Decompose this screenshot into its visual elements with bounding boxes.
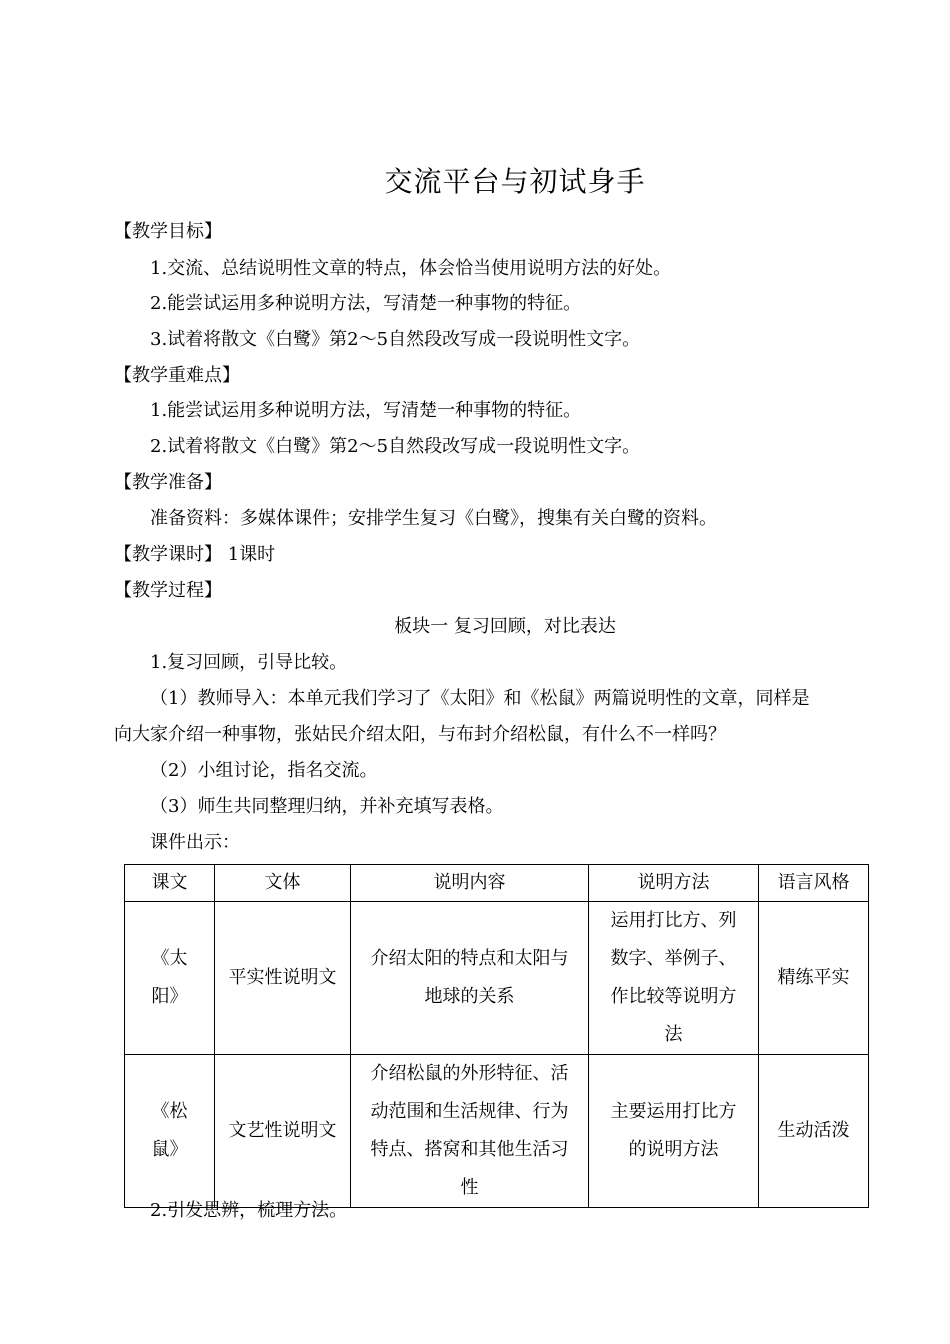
cell-line: 鼠》: [151, 1139, 188, 1160]
cell-line: 主要运用打比方: [610, 1101, 737, 1122]
hours-value: 1课时: [222, 544, 276, 565]
cell-line: 运用打比方、列: [610, 910, 737, 931]
text-cell: [125, 1055, 215, 1208]
style-cell: 生动活泼: [759, 1055, 869, 1208]
cell-line: 介绍太阳的特点和太阳与: [370, 948, 569, 969]
text-cell: [125, 902, 215, 1055]
step-1: 1.复习回顾，引导比较。: [150, 652, 348, 673]
goal-item-1: 1.交流、总结说明性文章的特点，体会恰当使用说明方法的好处。: [150, 258, 672, 279]
step-2: 2.引发思辨，梳理方法。: [150, 1200, 348, 1221]
method-cell: [589, 1055, 759, 1208]
table-header-row: [125, 865, 869, 902]
cell-line: 动范围和生活规律、行为: [370, 1101, 569, 1122]
cell-line: 阳》: [151, 986, 188, 1007]
prep-text: 准备资料：多媒体课件；安排学生复习《白鹭》，搜集有关白鹭的资料。: [150, 508, 717, 529]
goal-item-2: 2.能尝试运用多种说明方法，写清楚一种事物的特征。: [150, 293, 582, 314]
header-cell: 说明方法: [589, 865, 759, 902]
cell-line: 的说明方法: [628, 1139, 719, 1160]
style-cell: 精练平实: [759, 902, 869, 1055]
table-row: [125, 1055, 869, 1208]
hours-heading: 【教学课时】: [114, 544, 222, 565]
method-cell: [589, 902, 759, 1055]
cell-line: 介绍松鼠的外形特征、活: [370, 1063, 569, 1084]
header-cell: 语言风格: [759, 865, 869, 902]
header-cell: 课文: [125, 865, 215, 902]
step-1-1-line-a: （1）教师导入：本单元我们学习了《太阳》和《松鼠》两篇说明性的文章，同样是: [150, 688, 810, 709]
cell-line: 性: [460, 1177, 479, 1198]
cell-line: 《松: [151, 1101, 188, 1122]
cell-line: 《太: [151, 948, 188, 969]
cell-line: 法: [664, 1024, 683, 1045]
courseware-label: 课件出示：: [150, 832, 240, 853]
key-point-2: 2.试着将散文《白鹭》第2～5自然段改写成一段说明性文字。: [150, 436, 641, 457]
hours-line: [114, 542, 275, 568]
goal-item-3: 3.试着将散文《白鹭》第2～5自然段改写成一段说明性文字。: [150, 329, 641, 350]
step-1-3: （3）师生共同整理归纳，并补充填写表格。: [150, 796, 504, 817]
key-point-1: 1.能尝试运用多种说明方法，写清楚一种事物的特征。: [150, 400, 582, 421]
key-points-heading: 【教学重难点】: [114, 365, 240, 386]
genre-cell: 平实性说明文: [215, 902, 351, 1055]
cell-line: 作比较等说明方: [610, 986, 737, 1007]
cell-line: 地球的关系: [424, 986, 515, 1007]
block-title: 板块一 复习回顾，对比表达: [394, 616, 616, 637]
step-1-2: （2）小组讨论，指名交流。: [150, 760, 378, 781]
content-cell: [351, 902, 589, 1055]
cell-line: 特点、搭窝和其他生活习: [370, 1139, 569, 1160]
step-1-1-line-b: 向大家介绍一种事物，张姑民介绍太阳，与布封介绍松鼠，有什么不一样吗？: [114, 724, 726, 745]
content-cell: [351, 1055, 589, 1208]
process-heading: 【教学过程】: [114, 580, 222, 601]
header-cell: 说明内容: [351, 865, 589, 902]
goals-heading: 【教学目标】: [114, 221, 222, 242]
genre-cell: 文艺性说明文: [215, 1055, 351, 1208]
page-title: 交流平台与初试身手: [384, 165, 646, 198]
prep-heading: 【教学准备】: [114, 472, 222, 493]
table-row: [125, 902, 869, 1055]
comparison-table: [124, 864, 869, 1208]
cell-line: 数字、举例子、: [610, 948, 737, 969]
header-cell: 文体: [215, 865, 351, 902]
